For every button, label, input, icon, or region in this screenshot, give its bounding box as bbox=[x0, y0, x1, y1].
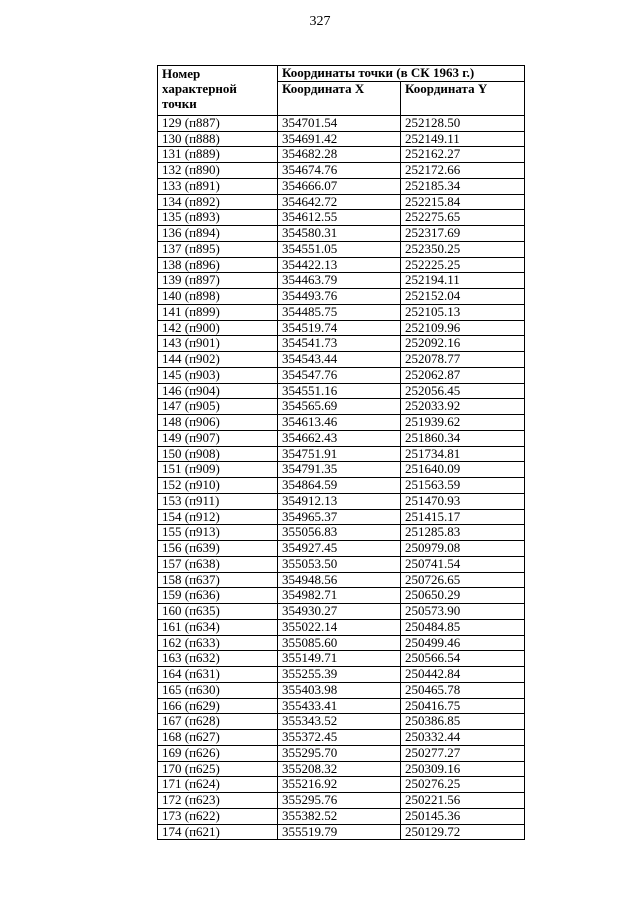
table-row bbox=[158, 446, 525, 462]
table-row bbox=[158, 115, 525, 131]
coordinate-y-cell: 250442.84 bbox=[401, 667, 525, 683]
point-number-cell: 135 (п893) bbox=[158, 210, 278, 226]
coordinate-y-cell: 250979.08 bbox=[401, 541, 525, 557]
table-row bbox=[158, 588, 525, 604]
point-number-cell: 140 (п898) bbox=[158, 289, 278, 305]
point-number-cell: 167 (п628) bbox=[158, 714, 278, 730]
coordinates-table bbox=[157, 65, 525, 840]
point-number-cell: 155 (п913) bbox=[158, 525, 278, 541]
coordinate-y-cell: 250145.36 bbox=[401, 808, 525, 824]
point-number-cell: 130 (п888) bbox=[158, 131, 278, 147]
table-row bbox=[158, 493, 525, 509]
coordinate-x-cell: 354701.54 bbox=[278, 115, 401, 131]
table-row bbox=[158, 745, 525, 761]
table-row bbox=[158, 399, 525, 415]
header-coordinate-x: Координата X bbox=[278, 81, 401, 115]
point-number-cell: 133 (п891) bbox=[158, 178, 278, 194]
coordinate-x-cell: 354965.37 bbox=[278, 509, 401, 525]
table-row bbox=[158, 541, 525, 557]
coordinate-x-cell: 354864.59 bbox=[278, 478, 401, 494]
table-row bbox=[158, 824, 525, 840]
coordinate-y-cell: 251470.93 bbox=[401, 493, 525, 509]
table-row bbox=[158, 352, 525, 368]
point-number-cell: 159 (п636) bbox=[158, 588, 278, 604]
coordinate-y-cell: 252225.25 bbox=[401, 257, 525, 273]
point-number-cell: 173 (п622) bbox=[158, 808, 278, 824]
point-number-cell: 158 (п637) bbox=[158, 572, 278, 588]
coordinate-y-cell: 250566.54 bbox=[401, 651, 525, 667]
point-number-cell: 163 (п632) bbox=[158, 651, 278, 667]
point-number-cell: 151 (п909) bbox=[158, 462, 278, 478]
table-row bbox=[158, 257, 525, 273]
coordinate-y-cell: 252185.34 bbox=[401, 178, 525, 194]
table-row bbox=[158, 241, 525, 257]
table-row bbox=[158, 556, 525, 572]
coordinate-x-cell: 354547.76 bbox=[278, 367, 401, 383]
coordinate-y-cell: 252062.87 bbox=[401, 367, 525, 383]
header-coordinate-y: Координата Y bbox=[401, 81, 525, 115]
table-row bbox=[158, 336, 525, 352]
point-number-cell: 160 (п635) bbox=[158, 604, 278, 620]
table-row bbox=[158, 730, 525, 746]
point-number-cell: 141 (п899) bbox=[158, 304, 278, 320]
coordinate-x-cell: 354493.76 bbox=[278, 289, 401, 305]
coordinate-y-cell: 252109.96 bbox=[401, 320, 525, 336]
table-row bbox=[158, 163, 525, 179]
coordinate-x-cell: 355022.14 bbox=[278, 619, 401, 635]
coordinate-y-cell: 252056.45 bbox=[401, 383, 525, 399]
table-row bbox=[158, 478, 525, 494]
point-number-cell: 131 (п889) bbox=[158, 147, 278, 163]
header-point-number: Номер характерной точки bbox=[158, 66, 278, 116]
coordinate-x-cell: 355433.41 bbox=[278, 698, 401, 714]
page-number: 327 bbox=[309, 14, 331, 29]
coordinate-y-cell: 250277.27 bbox=[401, 745, 525, 761]
table-row bbox=[158, 320, 525, 336]
coordinate-y-cell: 250221.56 bbox=[401, 793, 525, 809]
table-row bbox=[158, 619, 525, 635]
table-row bbox=[158, 761, 525, 777]
point-number-cell: 132 (п890) bbox=[158, 163, 278, 179]
coordinate-y-cell: 252152.04 bbox=[401, 289, 525, 305]
coordinate-y-cell: 252092.16 bbox=[401, 336, 525, 352]
table-row bbox=[158, 808, 525, 824]
table-row bbox=[158, 698, 525, 714]
coordinate-y-cell: 250129.72 bbox=[401, 824, 525, 840]
point-number-cell: 137 (п895) bbox=[158, 241, 278, 257]
coordinate-x-cell: 355149.71 bbox=[278, 651, 401, 667]
coordinate-x-cell: 354682.28 bbox=[278, 147, 401, 163]
point-number-cell: 153 (п911) bbox=[158, 493, 278, 509]
coordinate-x-cell: 354485.75 bbox=[278, 304, 401, 320]
point-number-cell: 134 (п892) bbox=[158, 194, 278, 210]
point-number-cell: 174 (п621) bbox=[158, 824, 278, 840]
coordinate-x-cell: 355053.50 bbox=[278, 556, 401, 572]
coordinate-x-cell: 354674.76 bbox=[278, 163, 401, 179]
point-number-cell: 169 (п626) bbox=[158, 745, 278, 761]
coordinate-y-cell: 250416.75 bbox=[401, 698, 525, 714]
coordinate-x-cell: 354912.13 bbox=[278, 493, 401, 509]
table-row bbox=[158, 415, 525, 431]
table-row bbox=[158, 367, 525, 383]
coordinate-x-cell: 355216.92 bbox=[278, 777, 401, 793]
coordinate-x-cell: 354642.72 bbox=[278, 194, 401, 210]
table-row bbox=[158, 273, 525, 289]
point-number-cell: 142 (п900) bbox=[158, 320, 278, 336]
coordinate-y-cell: 251415.17 bbox=[401, 509, 525, 525]
point-number-cell: 139 (п897) bbox=[158, 273, 278, 289]
coordinate-x-cell: 354751.91 bbox=[278, 446, 401, 462]
coordinate-y-cell: 252149.11 bbox=[401, 131, 525, 147]
coordinate-x-cell: 354565.69 bbox=[278, 399, 401, 415]
header-coordinates-group: Координаты точки (в СК 1963 г.) bbox=[278, 66, 525, 82]
point-number-cell: 152 (п910) bbox=[158, 478, 278, 494]
coordinate-y-cell: 252215.84 bbox=[401, 194, 525, 210]
coordinate-y-cell: 250573.90 bbox=[401, 604, 525, 620]
table-row bbox=[158, 304, 525, 320]
coordinate-x-cell: 354791.35 bbox=[278, 462, 401, 478]
table-row bbox=[158, 635, 525, 651]
coordinate-x-cell: 354691.42 bbox=[278, 131, 401, 147]
point-number-cell: 150 (п908) bbox=[158, 446, 278, 462]
table-row bbox=[158, 509, 525, 525]
table-row bbox=[158, 682, 525, 698]
table-body bbox=[158, 115, 525, 840]
coordinate-x-cell: 354982.71 bbox=[278, 588, 401, 604]
coordinate-y-cell: 251285.83 bbox=[401, 525, 525, 541]
table-row bbox=[158, 430, 525, 446]
coordinate-y-cell: 251563.59 bbox=[401, 478, 525, 494]
coordinate-x-cell: 354948.56 bbox=[278, 572, 401, 588]
coordinate-y-cell: 252033.92 bbox=[401, 399, 525, 415]
point-number-cell: 147 (п905) bbox=[158, 399, 278, 415]
coordinate-x-cell: 355403.98 bbox=[278, 682, 401, 698]
point-number-cell: 136 (п894) bbox=[158, 226, 278, 242]
table-row bbox=[158, 383, 525, 399]
table-row bbox=[158, 604, 525, 620]
point-number-cell: 172 (п623) bbox=[158, 793, 278, 809]
coordinate-y-cell: 250499.46 bbox=[401, 635, 525, 651]
table-row bbox=[158, 777, 525, 793]
coordinate-y-cell: 252105.13 bbox=[401, 304, 525, 320]
coordinate-y-cell: 250309.16 bbox=[401, 761, 525, 777]
table-row bbox=[158, 525, 525, 541]
coordinate-x-cell: 354662.43 bbox=[278, 430, 401, 446]
table-row bbox=[158, 714, 525, 730]
point-number-cell: 148 (п906) bbox=[158, 415, 278, 431]
coordinate-x-cell: 355382.52 bbox=[278, 808, 401, 824]
coordinate-x-cell: 354543.44 bbox=[278, 352, 401, 368]
coordinate-x-cell: 354463.79 bbox=[278, 273, 401, 289]
point-number-cell: 168 (п627) bbox=[158, 730, 278, 746]
table-row bbox=[158, 178, 525, 194]
coordinate-x-cell: 354551.16 bbox=[278, 383, 401, 399]
coordinate-y-cell: 251640.09 bbox=[401, 462, 525, 478]
coordinate-y-cell: 252078.77 bbox=[401, 352, 525, 368]
coordinate-y-cell: 252275.65 bbox=[401, 210, 525, 226]
table-row bbox=[158, 210, 525, 226]
point-number-cell: 129 (п887) bbox=[158, 115, 278, 131]
coordinate-x-cell: 354422.13 bbox=[278, 257, 401, 273]
table-row bbox=[158, 289, 525, 305]
table-row bbox=[158, 572, 525, 588]
table-row bbox=[158, 651, 525, 667]
point-number-cell: 138 (п896) bbox=[158, 257, 278, 273]
point-number-cell: 170 (п625) bbox=[158, 761, 278, 777]
coordinate-x-cell: 355295.76 bbox=[278, 793, 401, 809]
coordinate-x-cell: 354613.46 bbox=[278, 415, 401, 431]
coordinate-y-cell: 250650.29 bbox=[401, 588, 525, 604]
point-number-cell: 171 (п624) bbox=[158, 777, 278, 793]
coordinate-y-cell: 252172.66 bbox=[401, 163, 525, 179]
point-number-cell: 166 (п629) bbox=[158, 698, 278, 714]
table-row bbox=[158, 226, 525, 242]
table-row bbox=[158, 194, 525, 210]
coordinate-x-cell: 354927.45 bbox=[278, 541, 401, 557]
coordinate-x-cell: 354541.73 bbox=[278, 336, 401, 352]
coordinate-x-cell: 355255.39 bbox=[278, 667, 401, 683]
point-number-cell: 161 (п634) bbox=[158, 619, 278, 635]
coordinate-x-cell: 354666.07 bbox=[278, 178, 401, 194]
coordinate-x-cell: 355056.83 bbox=[278, 525, 401, 541]
coordinate-x-cell: 354519.74 bbox=[278, 320, 401, 336]
point-number-cell: 143 (п901) bbox=[158, 336, 278, 352]
coordinate-y-cell: 252128.50 bbox=[401, 115, 525, 131]
point-number-cell: 164 (п631) bbox=[158, 667, 278, 683]
coordinate-y-cell: 250465.78 bbox=[401, 682, 525, 698]
table-row bbox=[158, 147, 525, 163]
point-number-cell: 149 (п907) bbox=[158, 430, 278, 446]
coordinate-x-cell: 355208.32 bbox=[278, 761, 401, 777]
coordinate-y-cell: 250484.85 bbox=[401, 619, 525, 635]
coordinate-x-cell: 355519.79 bbox=[278, 824, 401, 840]
point-number-cell: 146 (п904) bbox=[158, 383, 278, 399]
table-row bbox=[158, 667, 525, 683]
point-number-cell: 144 (п902) bbox=[158, 352, 278, 368]
coordinate-x-cell: 355295.70 bbox=[278, 745, 401, 761]
coordinate-x-cell: 354930.27 bbox=[278, 604, 401, 620]
coordinate-y-cell: 250386.85 bbox=[401, 714, 525, 730]
table-row bbox=[158, 793, 525, 809]
table-row bbox=[158, 462, 525, 478]
coordinate-x-cell: 354551.05 bbox=[278, 241, 401, 257]
coordinate-y-cell: 250276.25 bbox=[401, 777, 525, 793]
point-number-cell: 154 (п912) bbox=[158, 509, 278, 525]
point-number-cell: 145 (п903) bbox=[158, 367, 278, 383]
coordinate-y-cell: 252162.27 bbox=[401, 147, 525, 163]
coordinate-y-cell: 251939.62 bbox=[401, 415, 525, 431]
point-number-cell: 165 (п630) bbox=[158, 682, 278, 698]
coordinate-y-cell: 252350.25 bbox=[401, 241, 525, 257]
coordinate-y-cell: 251734.81 bbox=[401, 446, 525, 462]
point-number-cell: 157 (п638) bbox=[158, 556, 278, 572]
point-number-cell: 156 (п639) bbox=[158, 541, 278, 557]
coordinate-y-cell: 250332.44 bbox=[401, 730, 525, 746]
coordinate-x-cell: 355085.60 bbox=[278, 635, 401, 651]
coordinate-x-cell: 354580.31 bbox=[278, 226, 401, 242]
point-number-cell: 162 (п633) bbox=[158, 635, 278, 651]
coordinate-y-cell: 250741.54 bbox=[401, 556, 525, 572]
coordinate-x-cell: 354612.55 bbox=[278, 210, 401, 226]
coordinate-y-cell: 250726.65 bbox=[401, 572, 525, 588]
coordinate-y-cell: 252194.11 bbox=[401, 273, 525, 289]
coordinate-x-cell: 355372.45 bbox=[278, 730, 401, 746]
coordinate-x-cell: 355343.52 bbox=[278, 714, 401, 730]
table-row bbox=[158, 131, 525, 147]
coordinate-y-cell: 251860.34 bbox=[401, 430, 525, 446]
coordinate-y-cell: 252317.69 bbox=[401, 226, 525, 242]
